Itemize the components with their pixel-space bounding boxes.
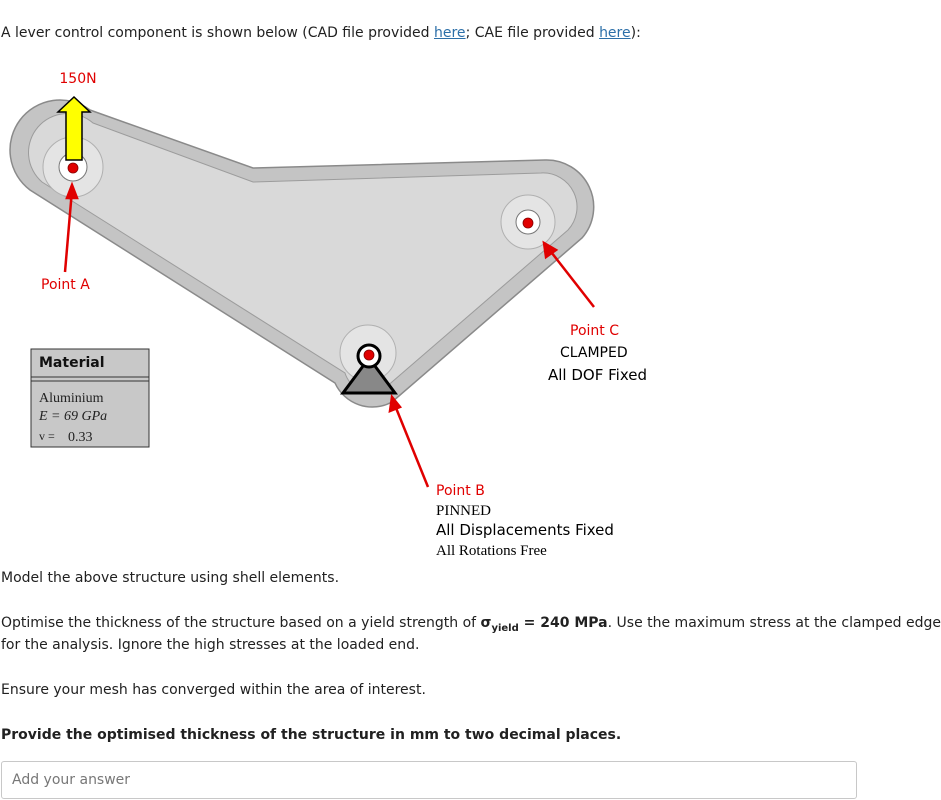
para-optimise-line2: for the analysis. Ignore the high stresses at the loaded end.: [1, 637, 420, 653]
point-b-bc-type: PINNED: [436, 503, 491, 519]
material-box: [31, 349, 149, 447]
point-b-label: Point B: [436, 483, 485, 499]
point-b-bc-displacements: All Displacements Fixed: [436, 521, 614, 539]
material-modulus: E = 69 GPa: [39, 409, 108, 424]
force-label: 150N: [59, 71, 97, 87]
material-name: Aluminium: [39, 391, 104, 406]
point-c-bc-type: CLAMPED: [560, 345, 628, 361]
point-c-label: Point C: [570, 323, 619, 339]
answer-input[interactable]: [1, 761, 857, 799]
point-a-label: Point A: [41, 277, 90, 293]
yield-strength: $\sigma_{yield} = 240$ MPa: [480, 615, 608, 634]
para-mesh: Ensure your mesh has converged within the area of interest.: [1, 682, 426, 698]
point-b-leader: [394, 403, 428, 487]
cad-file-link[interactable]: here: [434, 25, 466, 41]
point-c-bc-desc: All DOF Fixed: [548, 366, 647, 384]
para-optimise: Optimise the thickness of the structure based on a yield strength of $\sigma_{yield} = 240$ MPa. Use the maximum stress at the clamped edge: [1, 615, 941, 634]
material-poisson-value: 0.33: [68, 430, 93, 445]
para-model-shell: Model the above structure using shell elements.: [1, 570, 340, 586]
intro-text: A lever control component is shown below (CAD file provided here; CAE file provided here):: [1, 25, 641, 41]
point-b-bc-rotations: All Rotations Free: [436, 543, 547, 559]
material-poisson-label: v =: [39, 429, 55, 443]
hole-c: [501, 195, 555, 249]
lever-figure: [0, 55, 859, 565]
material-header: Material: [39, 355, 105, 371]
question-prompt: Provide the optimised thickness of the structure in mm to two decimal places.: [1, 727, 622, 743]
cae-file-link[interactable]: here: [599, 25, 631, 41]
point-c-leader: [548, 248, 594, 307]
point-b-arrowhead-icon: [390, 397, 400, 411]
